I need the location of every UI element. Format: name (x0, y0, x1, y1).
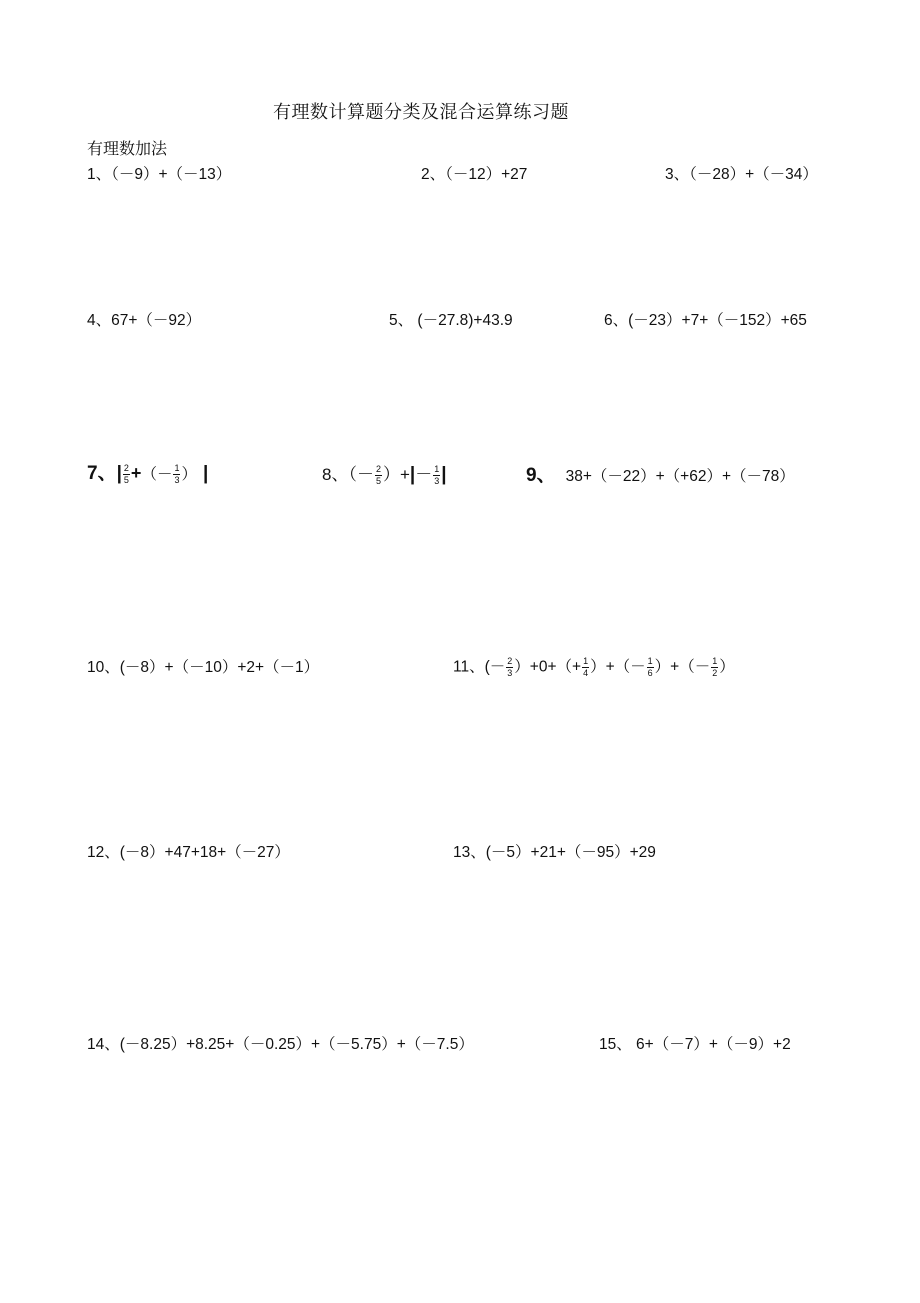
problem-13: 13、(－5）+21+（－95）+29 (453, 844, 656, 861)
abs-bar-left: | (409, 464, 416, 485)
abs-bar-right: | (441, 464, 447, 485)
problem-14: 14、(－8.25）+8.25+（－0.25）+（－5.75）+（－7.5） (87, 1036, 474, 1053)
fraction: $\frac{2}{3}$ (507, 656, 513, 678)
section-heading: 有理数加法 (87, 139, 168, 158)
fraction: $\frac{2}{5}$ (123, 463, 129, 486)
problem-9: 9、 38+（－22）+（+62）+（－78） (526, 465, 795, 486)
problem-6: 6、(－23）+7+（－152）+65 (604, 312, 807, 329)
problem-2: 2、（－12）+27 (421, 166, 528, 183)
problem-7-label: 7、 (87, 463, 117, 484)
fraction: $\frac{1}{3}$ (434, 464, 440, 487)
fraction: $\frac{1}{4}$ (583, 656, 589, 678)
abs-bar-left: | (116, 463, 122, 484)
problem-3: 3、（－28）+（－34） (665, 166, 818, 183)
fraction: $\frac{1}{3}$ (174, 463, 180, 486)
problem-12: 12、(－8）+47+18+（－27） (87, 844, 290, 861)
fraction: $\frac{1}{2}$ (712, 656, 718, 678)
problem-8: 8、（－ $\frac{2}{5}$ ）+|－ $\frac{1}{3}$ | (322, 464, 447, 487)
page-title: 有理数计算题分类及混合运算练习题 (273, 102, 569, 123)
problem-4: 4、67+（－92） (87, 312, 202, 329)
problem-7: 7、| $\frac{2}{5}$ +（－ $\frac{1}{3}$ ） | (87, 463, 209, 486)
fraction: $\frac{1}{6}$ (647, 656, 653, 678)
problem-11: 11、(－ $\frac{2}{3}$ ）+0+（+ $\frac{1}{4}$ ）+（－ $\frac{1}{6}$ ）+（－ $\frac{1}{2}$ ） (453, 656, 735, 678)
plus-sign: + (130, 463, 142, 483)
problem-5: 5、 (－27.8)+43.9 (389, 312, 513, 329)
fraction: $\frac{2}{5}$ (375, 464, 381, 487)
problem-10: 10、(－8）+（－10）+2+（－1） (87, 659, 320, 676)
problem-1: 1、（－9）+（－13） (87, 166, 232, 183)
abs-bar-right: | (202, 463, 209, 484)
problem-15: 15、 6+（－7）+（－9）+2 (599, 1036, 791, 1053)
problem-9-label: 9、 (526, 465, 556, 486)
